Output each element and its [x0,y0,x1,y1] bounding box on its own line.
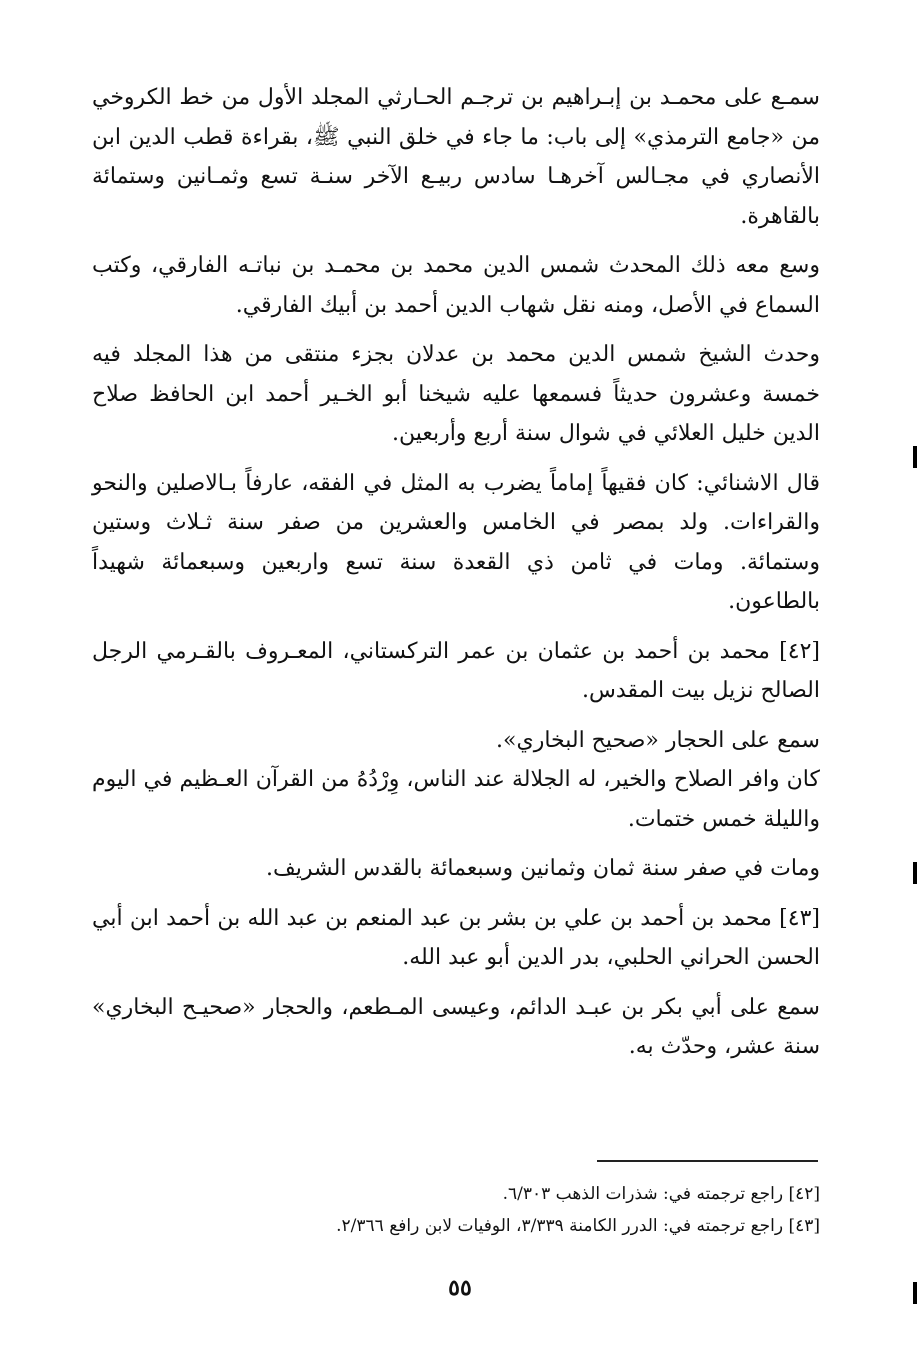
paragraph-salah-khair: كان وافر الصلاح والخير، له الجلالة عند الناس، وِرْدُهُ من القرآن العـظيم في اليوم والليلة خمس ختمات. [92,767,820,832]
page-number: ٥٥ [448,1275,472,1301]
entry-43-heading: [٤٣] محمد بن أحمد بن علي بن بشر بن عبد المنعم بن عبد الله بن أحمد ابن أبي الحسن الحراني الحلبي، بدر الدين أبو عبد الله. [92,905,820,970]
paragraph-hajjar-bukhari: سمع على الحجار «صحيح البخاري». [496,727,820,753]
footnotes [92,1178,820,1242]
paragraph-ibn-adlan: وحدث الشيخ شمس الدين محمد بن عدلان بجزء منتقى من هذا المجلد فيه خمسة وعشرون حديثاً فسمعها عليه شيخنا أبو الخـير أحمد ابن الحافظ صلاح الدين خليل العلائي في شوال سنة أربع وأربعين. [92,342,820,446]
paragraph-abu-bakr: سمع على أبي بكر بن عبـد الدائم، وعيسى المـطعم، والحجار «صحيـح البخاري» سنة عشر، وحدّث به. [92,994,820,1059]
paragraph-al-ishnai: قال الاشنائي: كان فقيهاً إماماً يضرب به المثل في الفقه، عارفاً بـالاصلين والنحو والقراءات. ولد بمصر في الخامس والعشرين من صفر سنة ثـلاث وستين وستمائة. ومات في ثامن ذي القعدة سنة تسع واربعين وسبعمائة شهيداً بالطاعون. [92,470,820,614]
edge-mark-top [913,446,917,468]
paragraph-sama-al-harithi: سمـع على محمـد بن إبـراهيم بن ترجـم الحـارثي المجلد الأول من خط الكروخي من «جامع الترمذي» إلى باب: ما جاء في خلق النبي ﷺ، بقراءة قطب الدين ابن الأنصاري في مجـالس آخرهـا سادس ربيـع الآخر سنـة تسع وثمـانين وستمائة بالقاهرة. [92,85,820,229]
footnote-43: [٤٣] راجع ترجمته في: الدرر الكامنة ٣/٣٣٩، الوفيات لابن رافع ٢/٣٦٦. [336,1216,820,1236]
paragraph-ibn-nubata: وسع معه ذلك المحدث شمس الدين محمد بن محمـد بن نباتـه الفارقي، وكتب السماع في الأصل، ومنه نقل شهاب الدين أحمد بن أبيك الفارقي. [92,253,820,318]
edge-mark-bottom [913,1282,917,1304]
main-text [92,78,820,1077]
edge-mark-middle [913,862,917,884]
footnote-42: [٤٢] راجع ترجمته في: شذرات الذهب ٦/٣٠٣. [502,1184,820,1204]
paragraph-death-quds: ومات في صفر سنة ثمان وثمانين وسبعمائة بالقدس الشريف. [266,856,820,881]
entry-42-heading: [٤٢] محمد بن أحمد بن عثمان بن عمر التركستاني، المعـروف بالقـرمي الرجل الصالح نزيل بيت المقدس. [92,638,820,703]
footnote-divider [597,1160,818,1162]
